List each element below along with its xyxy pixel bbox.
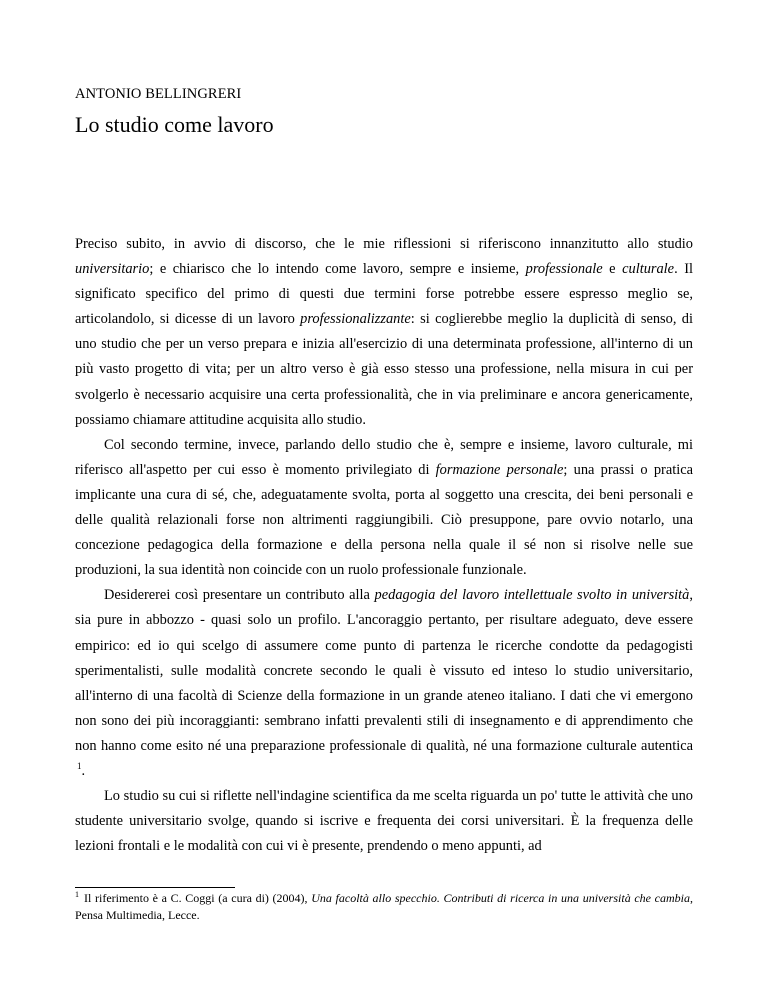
footnote-reference[interactable]: 1 xyxy=(77,761,82,772)
paragraph-1: Preciso subito, in avvio di discorso, che le mie riflessioni si riferiscono innanzitutto allo studio universitario; e chiarisco che lo intendo come lavoro, sempre e insieme, professionale e culturale. Il significato specifico del primo di questi due termini forse potrebbe essere espresso meglio se, articolandolo, si dicesse di un lavoro professionalizzante: si coglierebbe meglio la duplicità di senso, di uno studio che per un verso prepara e inizia all'esercizio di una determinata professione, all'interno di un più vasto progetto di vita; per un altro verso è già esso stesso una professione, nella misura in cui per svolgerlo è necessario acquisire una certa professionalità, che in via preliminare e ancora genericamente, possiamo chiamare attitudine acquisita allo studio. xyxy=(75,236,693,428)
paragraph-3: Desidererei così presentare un contributo alla pedagogia del lavoro intellettuale svolto in università, sia pure in abbozzo - quasi solo un profilo. L'ancoraggio pertanto, per risultare adeguato, deve essere empirico: ed io qui scelgo di assumere come punto di partenza le ricerche condotte da pedagogisti sperimentalisti, sulle modalità concrete secondo le quali è vissuto ed inteso lo studio universitario, all'interno di una facoltà di Scienze della formazione in un grande ateneo italiano. I dati che vi emergono non sono dei più incoraggianti: sembrano infatti prevalenti stili di insegnamento e di apprendimento che non hanno come esito né una preparazione professionale di qualità, né una formazione culturale autentica $^1$. xyxy=(75,587,693,779)
paragraph-2: Col secondo termine, invece, parlando dello studio che è, sempre e insieme, lavoro culturale, mi riferisco all'aspetto per cui esso è momento privilegiato di formazione personale; una prassi o pratica implicante una cura di sé, che, adeguatamente svolta, porta al soggetto una crescita, dei beni personali e delle qualità relazionali forse non altrimenti raggiungibili. Ciò presuppone, pare ovvio notarlo, una concezione pedagogica della formazione e della persona nella quale il sé non si risolve nelle sue produzioni, la sua identità non coincide con un ruolo professionale funzionale. xyxy=(75,436,693,579)
paragraph-4: Lo studio su cui si riflette nell'indagine scientifica da me scelta riguarda un po' tutte le attività che uno studente universitario svolge, quando si iscrive e frequenta dei corsi universitari. È la frequenza delle lezioni frontali e le modalità con cui vi è presente, prendendo o meno appunti, ad xyxy=(75,788,693,855)
article-body xyxy=(75,232,693,859)
footnote: $^1$ Il riferimento è a C. Coggi (a cura di) (2004), Una facoltà allo specchio. Contributi di ricerca in una università che cambia, Pensa Multimedia, Lecce. xyxy=(75,890,693,922)
article-title: Lo studio come lavoro xyxy=(75,112,274,137)
footnote-number: 1 xyxy=(75,890,79,899)
author-name: ANTONIO BELLINGRERI xyxy=(75,86,242,102)
footnote-separator xyxy=(75,887,235,888)
